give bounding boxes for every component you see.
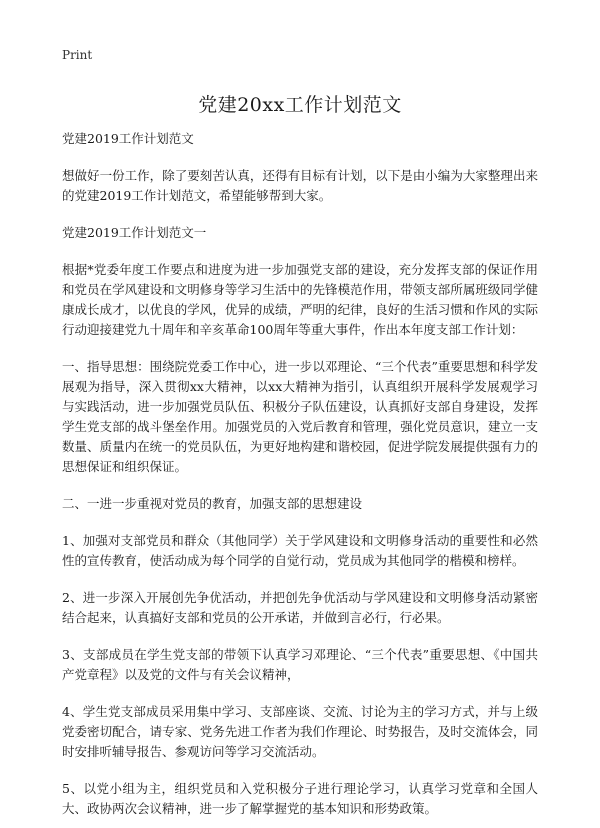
paragraph-item-2: 2、进一步深入开展创先争优活动，并把创先争优活动与学风建设和文明修身活动紧密结合起来，认真搞好支部和党员的公开承诺，并做到言必行，行必果。 bbox=[62, 590, 538, 625]
paragraph-part-two-heading: 二、一进一步重视对党员的教育，加强支部的思想建设 bbox=[62, 496, 363, 511]
document-body bbox=[62, 129, 538, 819]
paragraph-subtitle: 党建2019工作计划范文 bbox=[62, 131, 194, 146]
paragraph-guiding-thought: 一、指导思想：围绕院党委工作中心，进一步以邓理论、“三个代表”重要思想和科学发展观为指导，深入贯彻xx大精神，以xx大精神为指引，认真组织开展科学发展观学习与实践活动，进一步加强党员队伍、积极分子队伍建设，认真抓好支部自身建设，发挥学生党支部的战斗堡垒作用。加强党员的入党后教育和管理，强化党员意识，建立一支数量、质量内在统一的党员队伍，为更好地构建和谐校园，促进学院发展提供强有力的思想保证和组织保证。 bbox=[62, 359, 538, 474]
paragraph-item-3: 3、支部成员在学生党支部的带领下认真学习邓理论、“三个代表”重要思想、《中国共产党章程》以及党的文件与有关会议精神， bbox=[62, 647, 538, 682]
paragraph-intro: 想做好一份工作，除了要刻苦认真，还得有目标有计划，以下是由小编为大家整理出来的党建2019工作计划范文，希望能够帮到大家。 bbox=[62, 168, 538, 203]
paragraph-item-1: 1、加强对支部党员和群众（其他同学）关于学风建设和文明修身活动的重要性和必然性的宣传教育，使活动成为每个同学的自觉行动，党员成为其他同学的楷模和榜样。 bbox=[62, 533, 538, 568]
paragraph-section-heading: 党建2019工作计划范文一 bbox=[62, 225, 207, 240]
print-link[interactable]: Print bbox=[62, 48, 93, 62]
paragraph-item-4: 4、学生党支部成员采用集中学习、支部座谈、交流、讨论为主的学习方式，并与上级党委密切配合，请专家、党务先进工作者为我们作理论、时势报告，及时交流体会，同时安排听辅导报告、参观访问等学习交流活动。 bbox=[62, 704, 538, 759]
paragraph-background: 根据*党委年度工作要点和进度为进一步加强党支部的建设，充分发挥支部的保证作用和党员在学风建设和文明修身等学习生活中的先锋模范作用，带领支部所属班级同学健康成长成才，以优良的学风，优异的成绩，严明的纪律，良好的生活习惯和作风的实际行动迎接建党九十周年和辛亥革命100周年等重大事件，作出本年度支部工作计划： bbox=[62, 262, 538, 337]
paragraph-item-5: 5、以党小组为主，组织党员和入党积极分子进行理论学习，认真学习党章和全国人大、政协两次会议精神，进一步了解掌握党的基本知识和形势政策。 bbox=[62, 781, 538, 816]
document-title: 党建20xx工作计划范文 bbox=[198, 94, 402, 116]
